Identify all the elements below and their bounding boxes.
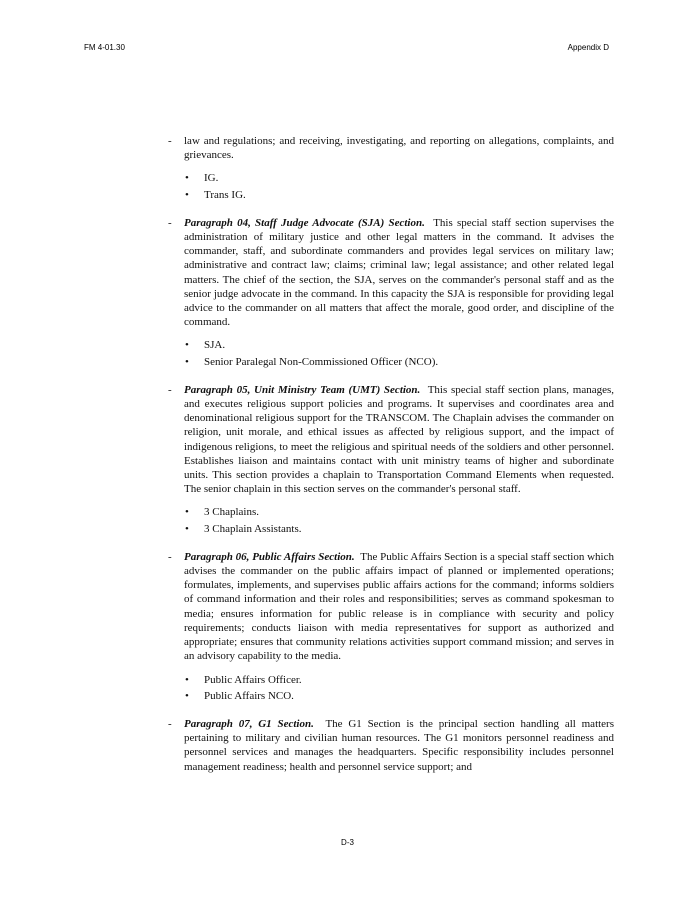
dash-marker: - [168, 216, 172, 229]
paragraph-heading: Paragraph 06, Public Affairs Section. [184, 550, 355, 563]
dash-marker: - [168, 383, 172, 396]
bullet-icon: • [185, 188, 189, 201]
paragraph-text: This special staff section supervises the administration of military justice and other legal matters in the command. It advises the commander, staff, and subordinate commanders and provides legal services on military law; administrative and contract law; claims; criminal law; legal assistance; and other related legal matters. The chief of the section, the SJA, serves on the commander's personal staff and as the senior judge advocate in the command. In this capacity the SJA is responsible for providing legal advice to the commander on all matters that affect the morale, good order, and discipline of the command. [184, 216, 614, 329]
dash-marker: - [168, 550, 172, 563]
bullet-icon: • [185, 355, 189, 368]
paragraph-continuation [168, 134, 614, 162]
paragraph-text: The G1 Section is the principal section handling all matters pertaining to military and civilian human resources. The G1 monitors personnel readiness and personnel services and manages the headquarters. Specific responsibility includes personnel management readiness; health and personnel service support; and [184, 717, 615, 773]
bullet-icon: • [185, 522, 189, 535]
list-item: • Public Affairs NCO. [185, 689, 294, 702]
bullet-icon: • [185, 673, 189, 686]
list-item: • 3 Chaplains. [185, 506, 259, 519]
list-item: • 3 Chaplain Assistants. [185, 522, 302, 535]
bullet-list [168, 505, 614, 535]
paragraph-g1-section [168, 717, 614, 774]
bullet-list [168, 338, 614, 368]
document-body [168, 134, 614, 774]
page-number: D-3 [341, 838, 354, 847]
paragraph-heading: Paragraph 07, G1 Section. [184, 717, 314, 730]
paragraph-heading: Paragraph 04, Staff Judge Advocate (SJA) Section. [184, 216, 425, 229]
list-item: • Senior Paralegal Non-Commissioned Officer (NCO). [185, 355, 439, 368]
bullet-icon: • [185, 689, 189, 702]
header-doc-id: FM 4-01.30 [84, 43, 125, 52]
list-item: • Trans IG. [185, 188, 246, 201]
bullet-icon: • [185, 339, 189, 352]
paragraph-heading: Paragraph 05, Unit Ministry Team (UMT) Section. [184, 383, 421, 396]
bullet-icon: • [185, 172, 189, 185]
bullet-list [168, 673, 614, 703]
bullet-list [168, 171, 614, 201]
dash-marker: - [168, 717, 172, 730]
paragraph-text: The Public Affairs Section is a special staff section which advises the commander on the public affairs impact of planned or implemented operations; formulates, implements, and supervises public affairs actions for the command; informs soldiers of command information and their roles and responsibilities; serves as command spokesman to media; ensures information for public release is in compliance with security and policy requirements; conducts liaison with media representatives for support as authorized and appropriate; ensures that community relations activities support command mission; and serves in an advisory capability to the media. [184, 550, 614, 663]
paragraph-text: law and regulations; and receiving, investigating, and reporting on allegations, complaints, and grievances. [184, 135, 614, 162]
header-appendix: Appendix D [567, 43, 609, 52]
list-item: • Public Affairs Officer. [185, 673, 302, 686]
dash-marker: - [168, 135, 172, 147]
paragraph-text: This special staff section plans, manages, and executes religious support policies and programs. It supervises and coordinates area and denominational religious support for the TRANSCOM. The Chaplain advises the commander on religion, unit morale, and ethical issues as affected by religious support, and the impact of indigenous religions, to meet the religious and spiritual needs of the soldiers and other personnel. Establishes liaison and maintains contact with unit ministry teams of higher and subordinate units. This section provides a chaplain to Transportation Command Elements when requested. The senior chaplain in this section serves on the commander's personal staff. [184, 383, 614, 496]
list-item: • SJA. [185, 339, 226, 352]
paragraph-public-affairs-section [168, 550, 614, 664]
paragraph-sja-section [168, 216, 614, 330]
bullet-icon: • [185, 506, 189, 519]
list-item: • IG. [185, 172, 219, 185]
paragraph-umt-section [168, 383, 614, 497]
